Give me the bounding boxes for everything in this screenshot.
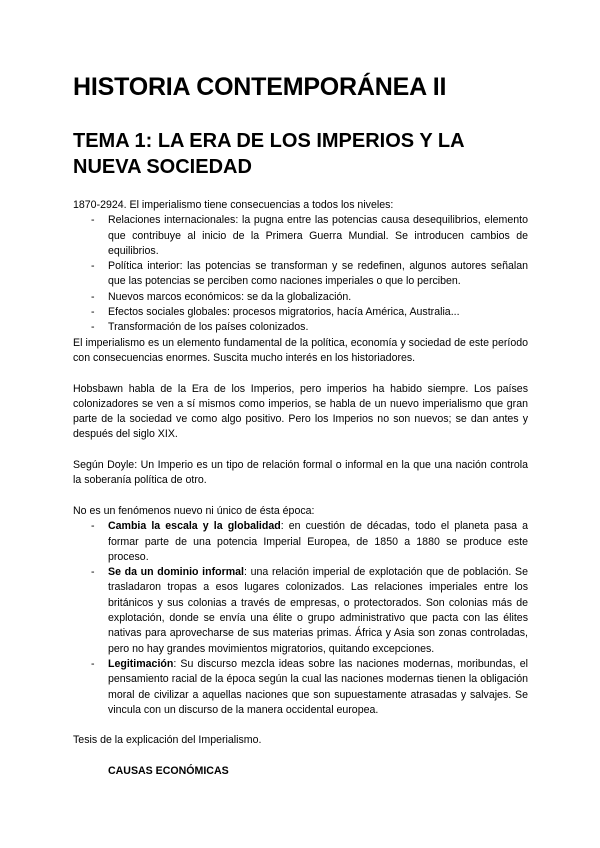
list-item-text: : una relación imperial de explotación que de población. Se trasladaron tropas a esos lugares colonizados. Las relaciones imperiales entre los británicos y sus colonias a través de empresas, o protectorados. Son colonias más de explotación, donde se envía una élite o grupo administrativo que pacta con las élites nativas para aprovecharse de sus materias primas. África y Asia son zonas controladas, pero no hay grandes movimientos migratorios, quitando excepciones. xyxy=(108,566,528,655)
spacer xyxy=(73,489,528,504)
intro-paragraph: 1870-2924. El imperialismo tiene consecuencias a todos los niveles: xyxy=(73,199,394,211)
levels-list xyxy=(73,213,528,335)
novelty-intro: No es un fenómenos nuevo ni único de ésta época: xyxy=(73,504,315,517)
list-item xyxy=(108,565,528,657)
spacer xyxy=(73,443,528,458)
novelty-list xyxy=(73,519,528,718)
list-item xyxy=(108,657,528,718)
document-body xyxy=(73,198,528,779)
hobsbawn-paragraph: Hobsbawn habla de la Era de los Imperios, pero imperios ha habido siempre. Los países colonizadores se ven a sí mismos como imperios, se habla de un nuevo imperialismo que gran parte de la sociedad ve como algo positivo. Pero los Imperios no son nuevos; se dan antes y después del siglo XIX. xyxy=(73,382,528,441)
thesis-paragraph: Tesis de la explicación del Imperialismo. xyxy=(73,734,262,747)
list-item: - Nuevos marcos económicos: se da la globalización. xyxy=(108,290,528,305)
list-item: - Relaciones internacionales: la pugna entre las potencias causa desequilibrios, elemento que contribuye al inicio de la Primera Guerra Mundial. Se introducen cambios de equilibrios. xyxy=(108,213,528,259)
list-item-term: Se da un dominio informal xyxy=(108,566,244,579)
list-item: - Política interior: las potencias se transforman y se redefinen, algunos autores señalan que las potencias se perciben como naciones imperiales o que lo perciben. xyxy=(108,259,528,290)
spacer xyxy=(73,718,528,733)
spacer xyxy=(73,366,528,381)
section-heading: CAUSAS ECONÓMICAS xyxy=(108,764,229,777)
list-item xyxy=(108,519,528,565)
doyle-paragraph: Según Doyle: Un Imperio es un tipo de relación formal o informal en la que una nación controla la soberanía política de otro. xyxy=(73,459,528,487)
list-item-term: Cambia la escala y la globalidad xyxy=(108,520,281,533)
document-title: HISTORIA CONTEMPORÁNEA II xyxy=(73,73,447,101)
list-item: - Transformación de los países colonizados. xyxy=(108,320,528,335)
list-item-text: : Su discurso mezcla ideas sobre las naciones modernas, moribundas, el pensamiento racial de la época según la cual las naciones modernas tienen la obligación moral de civilizar a aquellas naciones que son supuestamente atrasadas y salvajes. Se vincula con un discurso de la manera occidental europea. xyxy=(108,657,528,716)
list-item: - Efectos sociales globales: procesos migratorios, hacía América, Australia... xyxy=(108,305,528,320)
list-item-text: : en cuestión de décadas, todo el planeta pasa a formar parte de una potencia Imperial Europea, de 1850 a 1880 se produce este proceso. xyxy=(108,520,528,563)
chapter-title: TEMA 1: LA ERA DE LOS IMPERIOS Y LA NUEVA SOCIEDAD xyxy=(73,130,464,178)
spacer xyxy=(73,749,528,764)
imperialism-paragraph: El imperialismo es un elemento fundamental de la política, economía y sociedad de este período con consecuencias enormes. Suscita mucho interés en los historiadores. xyxy=(73,336,528,364)
list-item-term: Legitimación xyxy=(108,657,174,670)
